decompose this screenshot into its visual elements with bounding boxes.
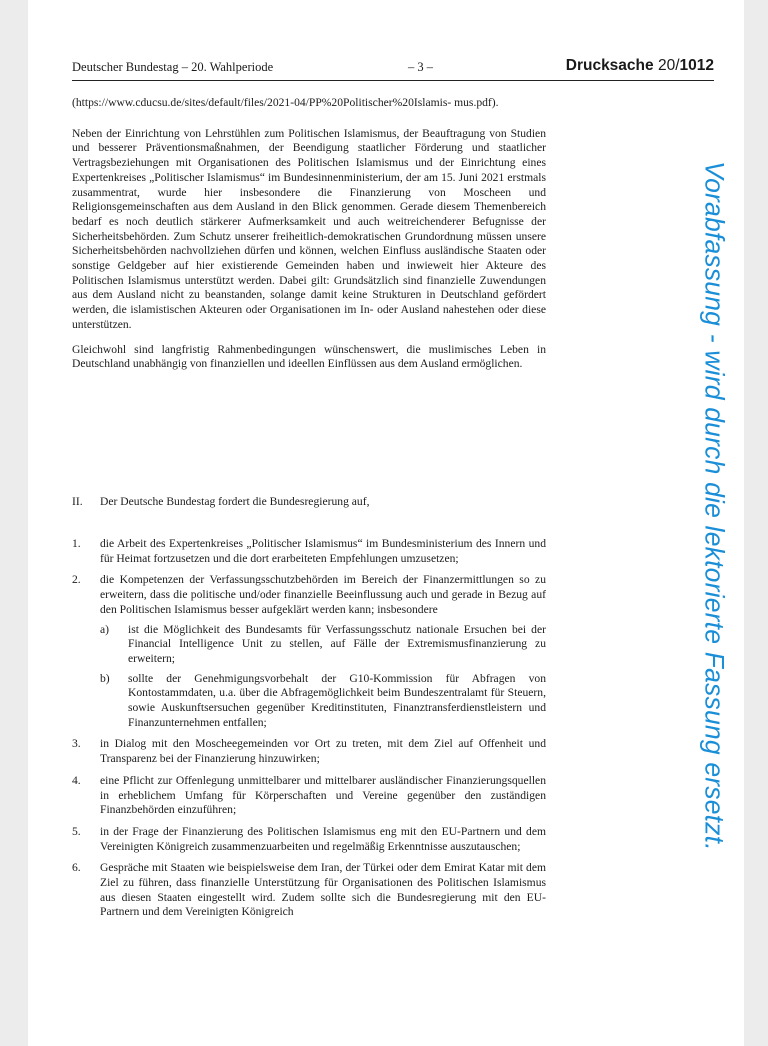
paragraph-1: Neben der Einrichtung von Lehrstühlen zum Politischen Islamismus, der Beauftragung von Studien und besserer Präventionsmaßnahmen, der Beendigung staatlicher Förderung und staatlicher Vertragsbeziehungen mit Organisationen des Politischen Islamismus und der Einrichtung eines Expertenkreises „Politischer Islamismus“ im Bundesinnenministerium, der am 15. Juni 2021 erstmals zusammentrat, wurde hier insbesondere die Finanzierung von Moscheen und Religionsgemeinschaften aus dem Ausland in den Blick genommen. Gerade diesem Themenbereich bedarf es noch deutlich stärkerer Aufmerksamkeit und auch weitreichenderer Befugnisse der Sicherheitsbehörden. Zum Schutz unserer freiheitlich-demokratischen Grundordnung müssen unsere Sicherheitsbehörden nachvollziehen dürfen und können, welchen Einfluss ausländische Staaten oder sonstige Geldgeber auf hier existierende Gemeinden haben und inwieweit hier Akteure des Politischen Islamismus unterstützt werden. Dabei gilt: Grundsätzlich sind finanzielle Zuwendungen aus dem Ausland nicht zu beanstanden, solange damit keine Strukturen in Deutschland gefördert werden, die islamistischen Akteuren oder Organisationen im In- oder Ausland nahestehen oder diese unterstützen.: [72, 126, 546, 331]
section-number: II.: [72, 495, 83, 508]
item-number: 3.: [72, 737, 81, 751]
item-number: 6.: [72, 861, 81, 875]
document-id-number: 1012: [679, 57, 714, 74]
list-item: [72, 774, 546, 818]
section-title: Der Deutsche Bundestag fordert die Bundesregierung auf,: [100, 495, 370, 508]
page-header: [72, 58, 714, 81]
list-item: [72, 737, 546, 766]
paragraph-2: Gleichwohl sind langfristig Rahmenbedingungen wünschenswert, die muslimisches Leben in Deutschland unabhängig von finanziellen und ideellen Einflüssen aus dem Ausland ermöglichen.: [72, 342, 546, 371]
item-text: die Arbeit des Expertenkreises „Politischer Islamismus“ im Bundesministerium des Innern und für Heimat fortzusetzen und die dort erarbeiteten Empfehlungen umzusetzen;: [100, 537, 546, 565]
source-url: (https://www.cducsu.de/sites/default/files/2021-04/PP%20Politischer%20Islamis- mus.pdf).: [72, 96, 499, 109]
header-publication: Deutscher Bundestag – 20. Wahlperiode: [72, 60, 274, 74]
item-text: eine Pflicht zur Offenlegung unmittelbarer und mittelbarer ausländischer Finanzierungsquellen in erheblichem Umfang für Körperschaften und Vereine gegenüber den zuständigen Finanzbehörden einzuführen;: [100, 773, 546, 817]
item-text: die Kompetenzen der Verfassungsschutzbehörden im Bereich der Finanzermittlungen so zu erweitern, dass die politische und/oder finanzielle Beeinflussung auch und gerade in Bezug auf den Politischen Islamismus besser aufgeklärt werden kann; insbesondere: [100, 573, 546, 616]
list-item: [72, 825, 546, 854]
item-number: 1.: [72, 537, 81, 550]
list-item: [72, 861, 546, 920]
document-id-label: Drucksache: [565, 57, 658, 74]
item-text: in der Frage der Finanzierung des Politischen Islamismus eng mit den EU-Partnern und dem Vereinigten Königreich zusammenzuarbeiten und regelmäßig Erkenntnisse auszutauschen;: [100, 824, 546, 853]
list-item: [72, 537, 546, 566]
item-text: Gespräche mit Staaten wie beispielsweise dem Iran, der Türkei oder dem Emirat Katar mit dem Ziel zu führen, dass finanzielle Unterstützung für Organisationen des Politischen Islamismus aus diesen Staaten eingestellt wird. Zudem sollte sich die Bundesregierung mit den EU-Partnern und dem Vereinigten Königreich: [100, 861, 546, 919]
item-number: 2.: [72, 573, 81, 587]
section-heading: [72, 495, 546, 510]
sub-item-text: sollte der Genehmigungsvorbehalt der G10-Kommission für Abfragen von Kontostammdaten, u.a. über die Abfragemöglichkeit beim Bundeszentralamt für Steuern, sowie Auskunftsersuchen gegenüber Kreditinstituten, Finanztransferdienstleistern und Finanzunternehmen entfallen;: [128, 671, 546, 729]
draft-watermark: Vorabfassung - wird durch die lektorierte Fassung ersetzt.: [699, 161, 730, 851]
item-text: in Dialog mit den Moscheegemeinden vor Ort zu treten, mit dem Ziel auf Offenheit und Transparenz bei der Finanzierung hinzuwirken;: [100, 737, 546, 766]
sub-item: [100, 672, 546, 731]
item-number: 4.: [72, 773, 81, 787]
body-text: [72, 96, 546, 382]
sub-item-letter: a): [100, 622, 110, 636]
demands-list: [72, 537, 546, 927]
document-page: [28, 0, 744, 1046]
sub-item-letter: b): [100, 671, 110, 685]
document-id-prefix: 20/: [657, 57, 680, 74]
sub-item: [100, 623, 546, 667]
page-number: – 3 –: [408, 60, 433, 74]
list-item: [72, 573, 546, 730]
document-id: [566, 57, 714, 75]
sub-item-text: ist die Möglichkeit des Bundesamts für Verfassungsschutz nationale Ersuchen bei der Financial Intelligence Unit zu stellen, auf Fälle der Extremismusfinanzierung zu erweitern;: [128, 622, 546, 665]
item-number: 5.: [72, 824, 81, 838]
